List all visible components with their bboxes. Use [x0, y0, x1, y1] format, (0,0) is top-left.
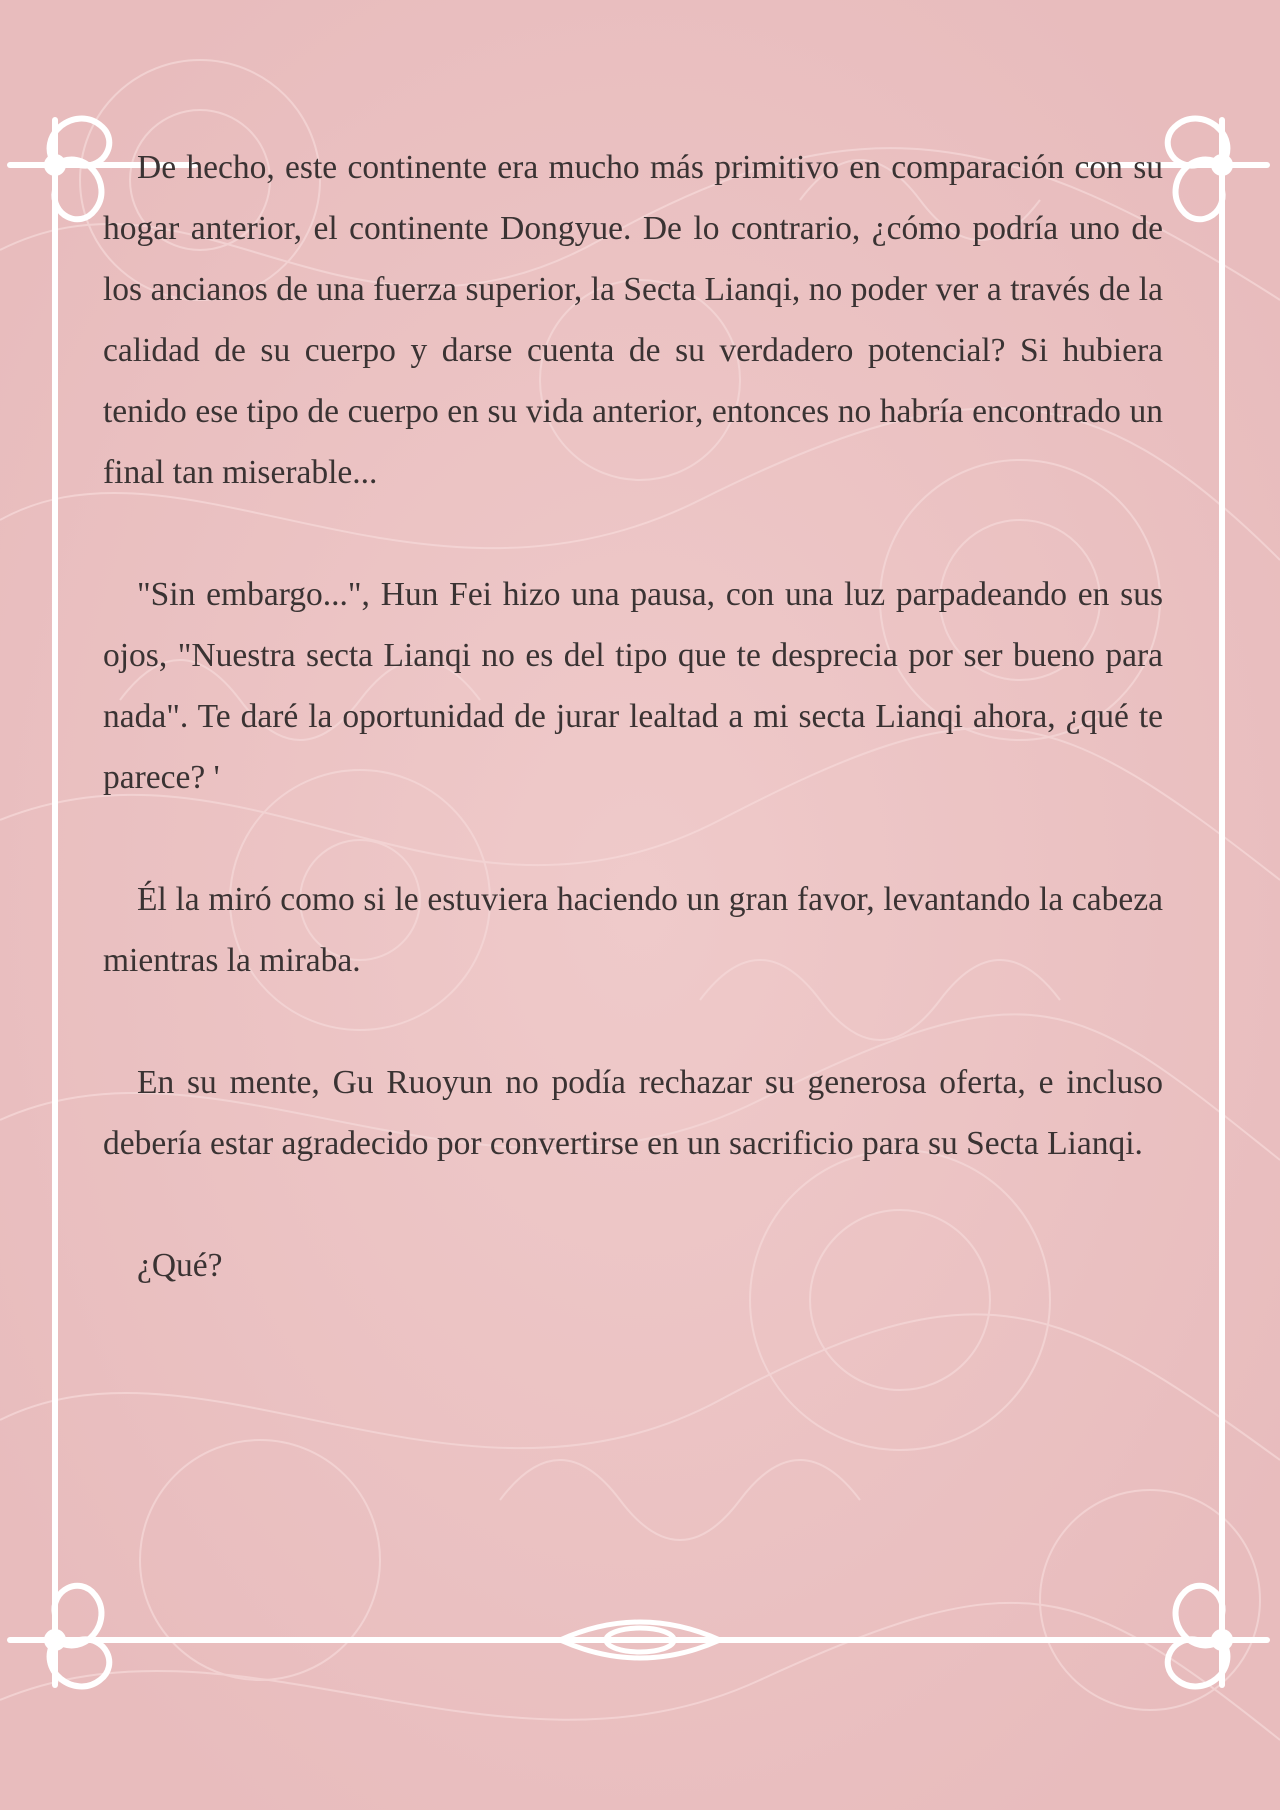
paragraph-4: En su mente, Gu Ruoyun no podía rechazar su generosa oferta, e incluso debería estar agradecido por convertirse en un sacrificio para su Secta Lianqi. — [103, 1064, 1163, 1162]
paragraph-1: De hecho, este continente era mucho más primitivo en comparación con su hogar anterior, el continente Dongyue. De lo contrario, ¿cómo podría uno de los ancianos de una fuerza superior, la Secta Lianqi, no poder ver a través de la calidad de su cuerpo y darse cuenta de su verdadero potencial? Si hubiera tenido ese tipo de cuerpo en su vida anterior, entonces no habría encontrado un final tan miserable... — [103, 149, 1163, 491]
page-body — [103, 137, 1163, 1357]
paragraph-5: ¿Qué? — [137, 1247, 223, 1284]
paragraph-2: "Sin embargo...", Hun Fei hizo una pausa, con una luz parpadeando en sus ojos, "Nuestra secta Lianqi no es del tipo que te desprecia por ser bueno para nada". Te daré la oportunidad de jurar lealtad a mi secta Lianqi ahora, ¿qué te parece? ' — [103, 576, 1163, 796]
paragraph-3: Él la miró como si le estuviera haciendo un gran favor, levantando la cabeza mientras la miraba. — [103, 881, 1163, 979]
